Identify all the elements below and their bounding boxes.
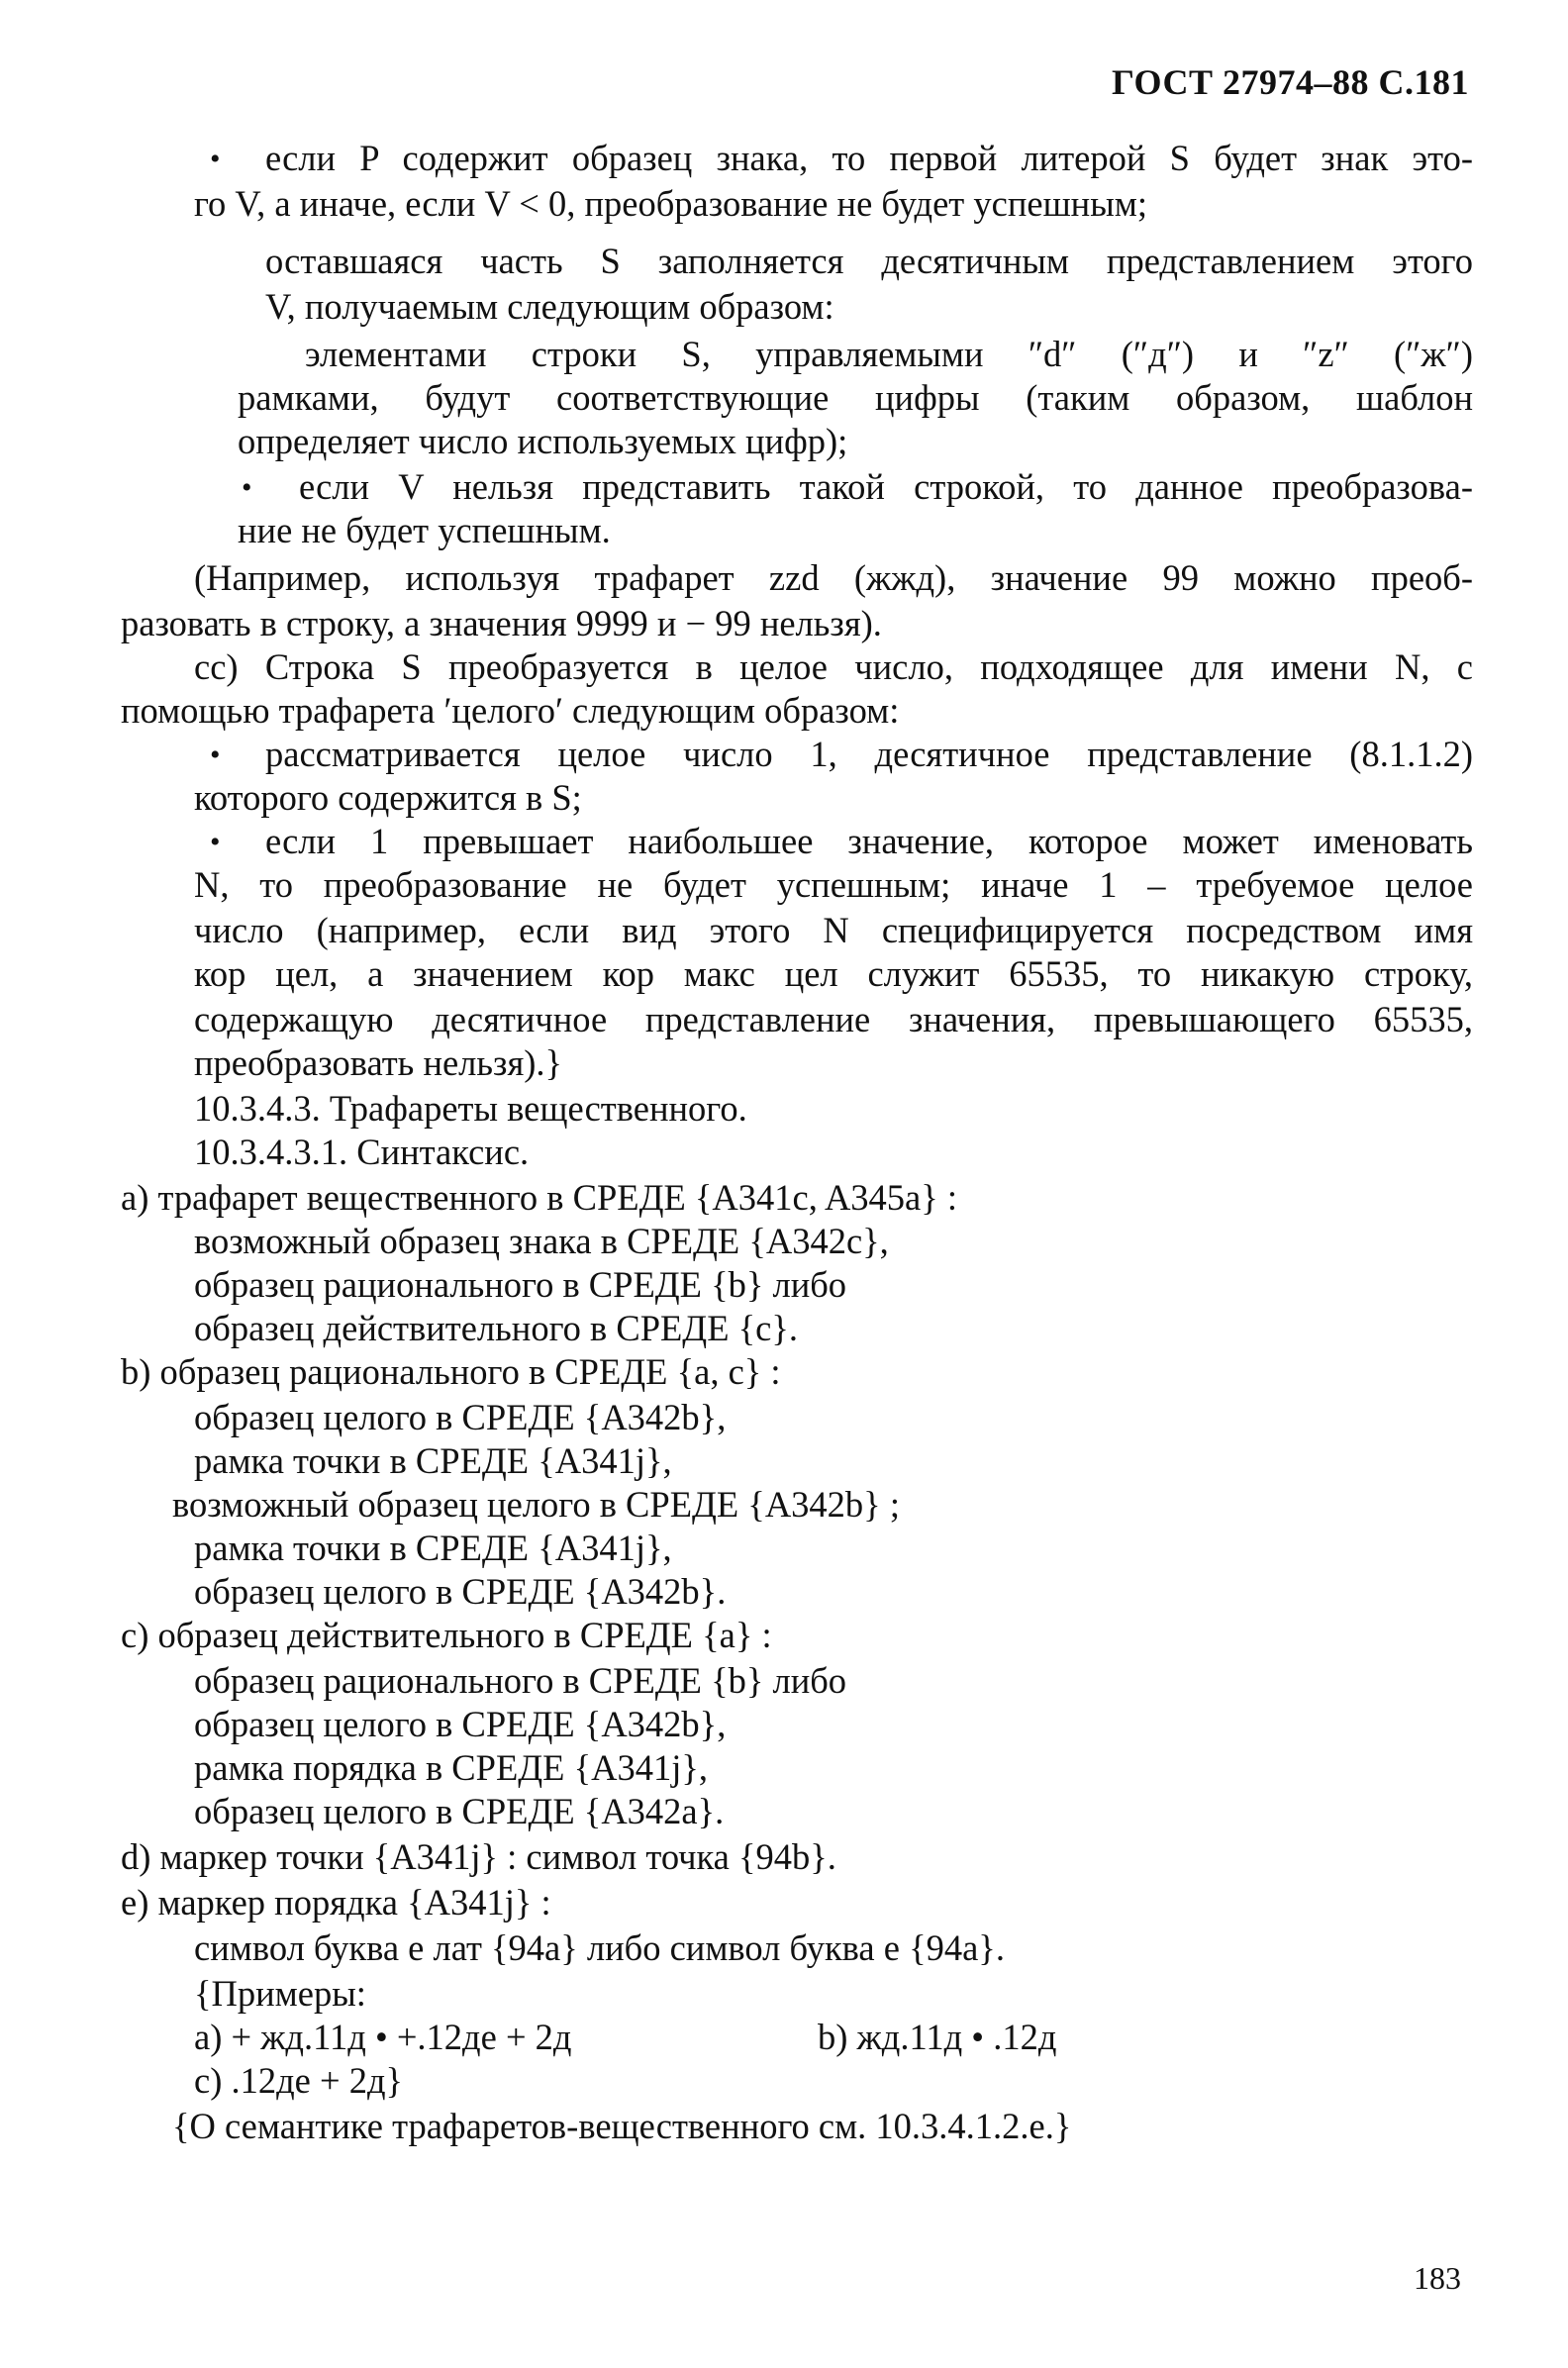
section-heading: 10.3.4.3. Трафареты вещественного. — [194, 1088, 747, 1129]
text-line: оставшаяся часть S заполняется десятичным представлением этого — [265, 241, 1473, 281]
syntax-line: возможный образец целого в СРЕДЕ {A342b} ; — [172, 1484, 900, 1525]
syntax-line: образец действительного в СРЕДЕ {c}. — [194, 1308, 798, 1348]
page-header: ГОСТ 27974–88 С.181 — [1112, 62, 1469, 102]
text-line: cc) Строка S преобразуется в целое число, подходящее для имени N, с — [194, 646, 1473, 687]
syntax-line: образец рационального в СРЕДЕ {b} либо — [194, 1660, 847, 1701]
text-line: разовать в строку, а значения 9999 и − 99 нельзя). — [121, 603, 882, 643]
text-line: если P содержит образец знака, то первой литерой S будет знак это- — [265, 138, 1473, 178]
syntax-line: символ буква е лат {94a} либо символ буква е {94a}. — [194, 1927, 1005, 1968]
syntax-line: c) образец действительного в СРЕДЕ {a} : — [121, 1615, 772, 1655]
syntax-line: образец рационального в СРЕДЕ {b} либо — [194, 1264, 847, 1305]
example-line: c) .12де + 2д} — [194, 2060, 404, 2101]
syntax-line: возможный образец знака в СРЕДЕ {A342c}, — [194, 1221, 889, 1261]
syntax-line: образец целого в СРЕДЕ {A342b}, — [194, 1704, 727, 1744]
text-line: V, получаемым следующим образом: — [265, 286, 834, 327]
syntax-line: рамка точки в СРЕДЕ {A341j}, — [194, 1440, 672, 1481]
bullet-icon: • — [242, 471, 252, 504]
section-heading: 10.3.4.3.1. Синтаксис. — [194, 1132, 530, 1172]
semantics-note: {О семантике трафаретов-вещественного см. 10.3.4.1.2.е.} — [172, 2106, 1072, 2146]
text-line: преобразовать нельзя).} — [194, 1042, 563, 1083]
syntax-line: рамка точки в СРЕДЕ {A341j}, — [194, 1528, 672, 1568]
bullet-icon: • — [210, 826, 221, 858]
text-line: го V, а иначе, если V < 0, преобразование не будет успешным; — [194, 183, 1147, 224]
text-line: определяет число используемых цифр); — [238, 421, 848, 461]
bullet-icon: • — [210, 739, 221, 771]
syntax-line: e) маркер порядка {A341j} : — [121, 1882, 551, 1923]
syntax-line: d) маркер точки {A341j} : символ точка {94b}. — [121, 1836, 836, 1877]
page-number: 183 — [1414, 2260, 1461, 2296]
text-line: число (например, если вид этого N специфицируется посредством имя — [194, 910, 1473, 950]
examples-heading: {Примеры: — [194, 1973, 366, 2014]
example-line: a) + жд.11д • +.12де + 2д — [194, 2017, 572, 2057]
text-line: рассматривается целое число 1, десятичное представление (8.1.1.2) — [265, 734, 1473, 774]
text-line: которого содержится в S; — [194, 777, 582, 818]
text-line: помощью трафарета ′целого′ следующим образом: — [121, 690, 900, 731]
bullet-icon: • — [210, 143, 221, 175]
syntax-line: образец целого в СРЕДЕ {A342b}. — [194, 1571, 727, 1612]
syntax-line: b) образец рационального в СРЕДЕ {a, c} : — [121, 1351, 781, 1392]
text-line: ние не будет успешным. — [238, 510, 611, 550]
syntax-line: рамка порядка в СРЕДЕ {A341j}, — [194, 1747, 708, 1788]
text-line: если V нельзя представить такой строкой, то данное преобразова- — [299, 466, 1473, 507]
text-line: содержащую десятичное представление значения, превышающего 65535, — [194, 999, 1473, 1039]
syntax-line: образец целого в СРЕДЕ {A342a}. — [194, 1791, 725, 1831]
text-line: элементами строки S, управляемыми ″d″ (″д″) и ″z″ (″ж″) — [305, 334, 1473, 374]
text-line: если 1 превышает наибольшее значение, которое может именовать — [265, 821, 1473, 861]
text-line: N, то преобразование не будет успешным; иначе 1 – требуемое целое — [194, 864, 1473, 905]
text-line: рамками, будут соответствующие цифры (таким образом, шаблон — [238, 377, 1473, 418]
text-line: кор цел, а значением кор макс цел служит 65535, то никакую строку, — [194, 953, 1473, 994]
example-line: b) жд.11д • .12д — [818, 2017, 1057, 2057]
syntax-line: a) трафарет вещественного в СРЕДЕ {A341c, A345a} : — [121, 1177, 958, 1218]
syntax-line: образец целого в СРЕДЕ {A342b}, — [194, 1397, 727, 1437]
text-line: (Например, используя трафарет zzd (жжд), значение 99 можно преоб- — [194, 557, 1473, 598]
